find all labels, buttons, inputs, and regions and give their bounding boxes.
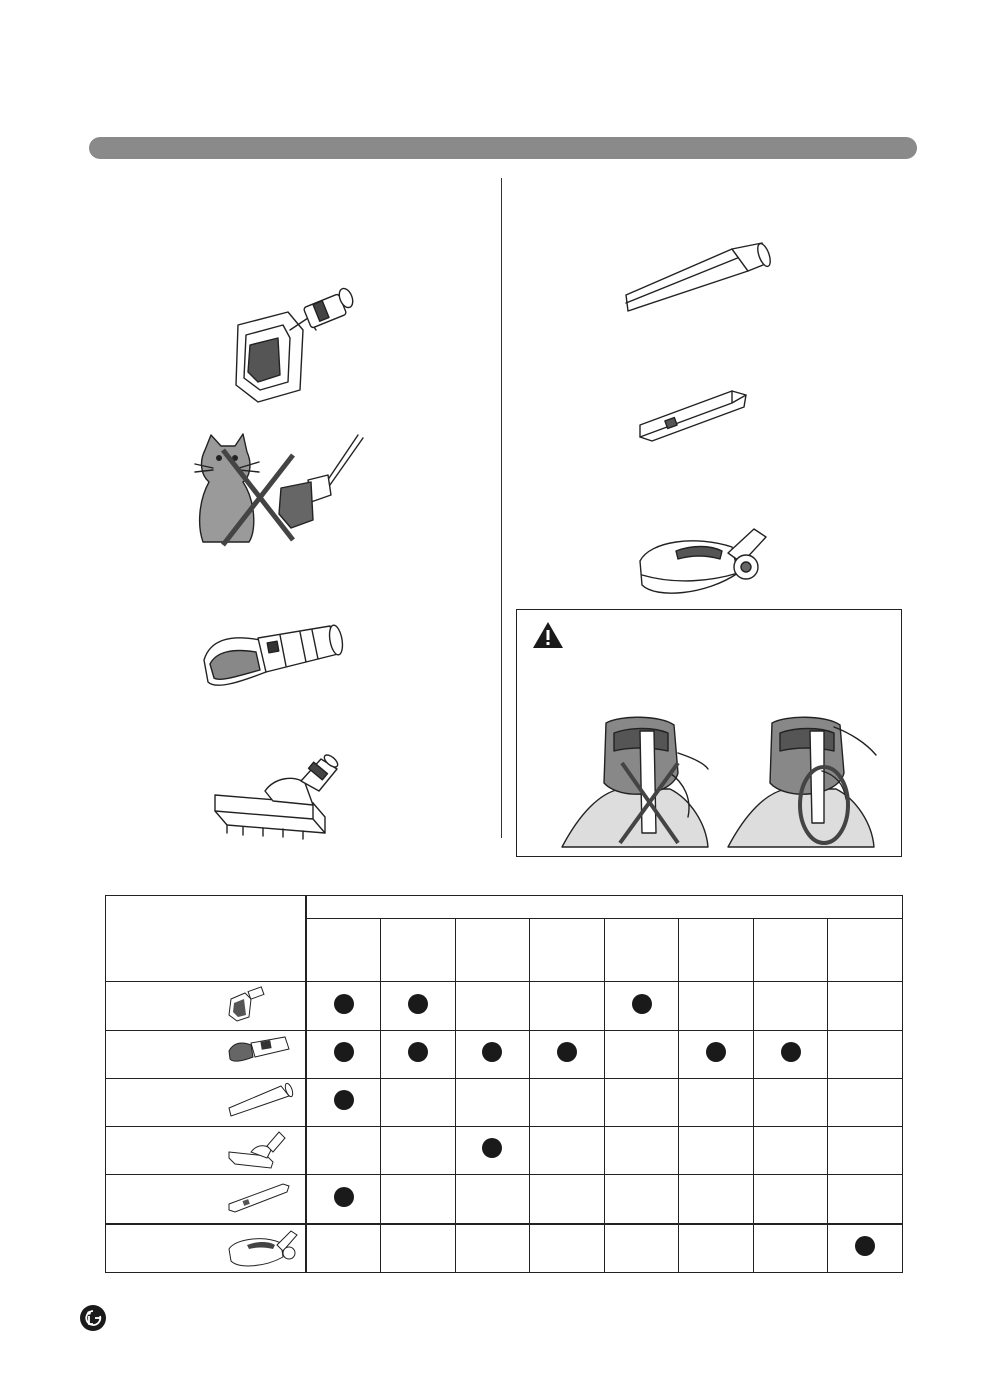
usage-cell [828, 1030, 903, 1078]
usage-cell [679, 1078, 754, 1126]
upholstery-tool-icon [227, 1033, 299, 1075]
filled-dot-icon [557, 1042, 577, 1062]
table-row [106, 1175, 903, 1224]
power-nozzle-icon [228, 290, 358, 405]
filled-dot-icon [408, 1042, 428, 1062]
usage-cell [753, 982, 828, 1030]
usage-cell [604, 1175, 679, 1224]
usage-cell [530, 1078, 605, 1126]
column-header-cell [530, 919, 605, 982]
usage-cell [828, 982, 903, 1030]
warning-triangle-icon [531, 620, 565, 650]
usage-table [105, 895, 903, 1273]
usage-cell [679, 1224, 754, 1273]
filled-dot-icon [334, 994, 354, 1014]
filled-dot-icon [334, 1090, 354, 1110]
usage-cell [381, 1030, 456, 1078]
tool-cell [106, 1175, 307, 1224]
usage-cell [679, 1030, 754, 1078]
hard-floor-brush-icon [213, 755, 351, 850]
tool-cell [106, 1224, 307, 1273]
filled-dot-icon [408, 994, 428, 1014]
usage-cell [381, 1175, 456, 1224]
carpet-floor-nozzle-icon [227, 1227, 299, 1269]
power-nozzle-icon [227, 985, 299, 1027]
usage-cell [679, 982, 754, 1030]
usage-cell [455, 1127, 530, 1175]
tool-cell [106, 982, 307, 1030]
usage-cell [604, 1127, 679, 1175]
upholstery-tool-icon [200, 620, 348, 695]
filled-dot-icon [706, 1042, 726, 1062]
table-row [106, 1030, 903, 1078]
usage-cell [381, 982, 456, 1030]
lg-logo-icon [79, 1304, 107, 1332]
usage-cell [604, 1030, 679, 1078]
usage-cell [828, 1224, 903, 1273]
incorrect-carry-x-icon [560, 713, 710, 848]
column-header-cell [455, 919, 530, 982]
section-header-bar [89, 137, 917, 159]
column-header-cell [604, 919, 679, 982]
crevice-tool-icon [622, 243, 772, 315]
table-group-header-cell [306, 896, 903, 919]
usage-cell [306, 1078, 381, 1126]
table-corner-cell [106, 896, 307, 982]
usage-cell [753, 1030, 828, 1078]
table-row [106, 1224, 903, 1273]
table-row [106, 982, 903, 1030]
carpet-floor-nozzle-icon [636, 523, 771, 605]
cat-with-prohibited-mark-icon [193, 430, 363, 550]
usage-cell [679, 1127, 754, 1175]
filled-dot-icon [482, 1042, 502, 1062]
filled-dot-icon [482, 1138, 502, 1158]
usage-cell [753, 1127, 828, 1175]
filled-dot-icon [334, 1042, 354, 1062]
usage-cell [455, 1030, 530, 1078]
usage-cell [828, 1175, 903, 1224]
column-header-cell [753, 919, 828, 982]
table-row [106, 1078, 903, 1126]
column-header-cell [306, 919, 381, 982]
usage-cell [679, 1175, 754, 1224]
usage-cell [604, 1078, 679, 1126]
usage-cell [530, 982, 605, 1030]
column-header-cell [679, 919, 754, 982]
usage-cell [455, 1224, 530, 1273]
usage-cell [306, 982, 381, 1030]
tool-cell [106, 1030, 307, 1078]
usage-cell [753, 1224, 828, 1273]
usage-cell [753, 1175, 828, 1224]
correct-carry-o-icon [726, 713, 876, 848]
usage-cell [530, 1030, 605, 1078]
table-header-row [106, 896, 903, 919]
column-header-cell [828, 919, 903, 982]
usage-cell [530, 1175, 605, 1224]
crevice-tool-icon [227, 1082, 299, 1124]
usage-cell [381, 1127, 456, 1175]
filled-dot-icon [632, 994, 652, 1014]
column-header-cell [381, 919, 456, 982]
usage-cell [306, 1030, 381, 1078]
table-row [106, 1127, 903, 1175]
flat-dusting-tool-icon [227, 1178, 299, 1220]
usage-cell [530, 1127, 605, 1175]
usage-cell [455, 1175, 530, 1224]
usage-cell [530, 1224, 605, 1273]
tool-cell [106, 1127, 307, 1175]
usage-table-wrapper [105, 895, 903, 1273]
usage-cell [381, 1078, 456, 1126]
usage-cell [455, 982, 530, 1030]
column-divider [501, 178, 502, 838]
filled-dot-icon [334, 1187, 354, 1207]
usage-cell [306, 1175, 381, 1224]
usage-cell [604, 982, 679, 1030]
usage-cell [828, 1078, 903, 1126]
tool-cell [106, 1078, 307, 1126]
usage-cell [828, 1127, 903, 1175]
usage-cell [306, 1127, 381, 1175]
usage-cell [381, 1224, 456, 1273]
flat-dusting-tool-icon [636, 385, 751, 445]
usage-cell [604, 1224, 679, 1273]
filled-dot-icon [781, 1042, 801, 1062]
hard-floor-brush-icon [227, 1130, 299, 1172]
usage-cell [455, 1078, 530, 1126]
filled-dot-icon [855, 1236, 875, 1256]
usage-cell [753, 1078, 828, 1126]
usage-cell [306, 1224, 381, 1273]
